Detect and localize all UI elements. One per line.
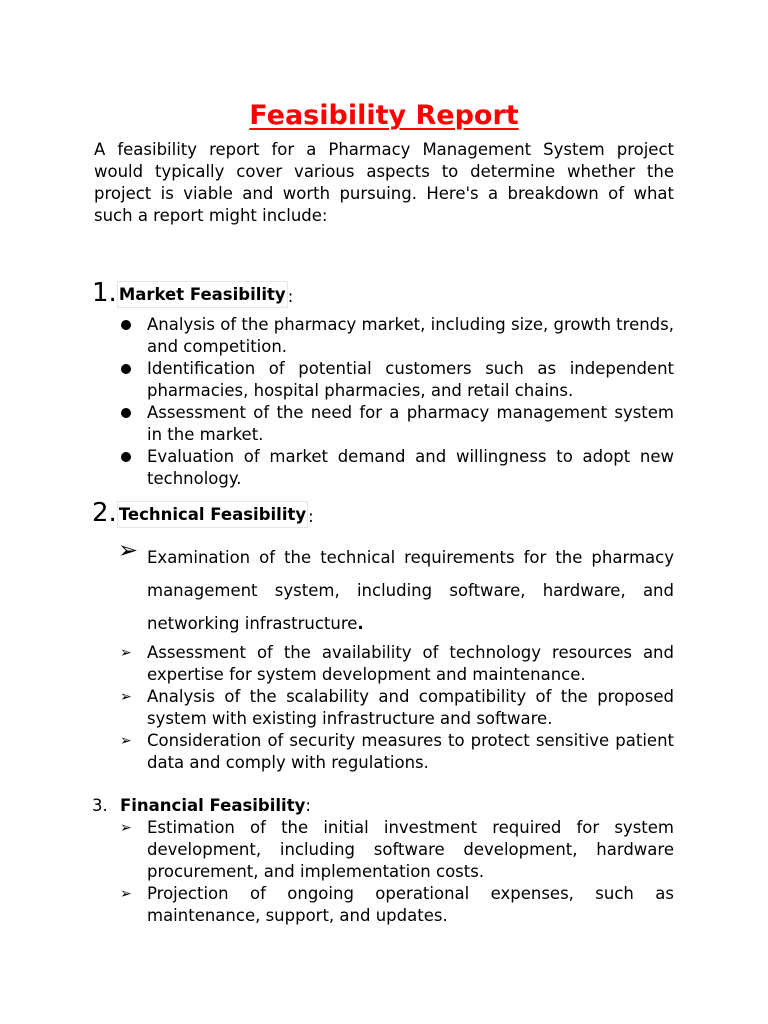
list-item: ➢ Analysis of the scalability and compatibility of the proposed system with existing infrastructure and software.	[120, 687, 674, 728]
bullet-dot-icon	[121, 320, 131, 330]
list-item: ➢ Examination of the technical requirements for the pharmacy management system, including software, hardware, and networking infrastructure.	[118, 536, 674, 633]
technical-feasibility-list-first	[118, 536, 674, 640]
section-title: Market Feasibility	[118, 285, 286, 304]
arrow-bullet-icon: ➢	[120, 820, 132, 836]
section-number: 3.	[92, 796, 108, 815]
section-title-box	[117, 281, 288, 308]
arrow-bullet-icon: ➢	[118, 536, 139, 564]
section-heading-technical	[92, 496, 314, 528]
list-item: Evaluation of market demand and willingness to adopt new technology.	[120, 446, 674, 490]
arrow-bullet-icon: ➢	[120, 645, 132, 661]
financial-feasibility-list	[120, 817, 674, 927]
bullet-dot-icon	[121, 452, 131, 462]
bullet-dot-icon	[121, 364, 131, 374]
technical-feasibility-list	[120, 642, 674, 774]
arrow-bullet-icon: ➢	[120, 689, 132, 705]
intro-paragraph: A feasibility report for a Pharmacy Management System project would typically cover various aspects to determine whether the project is viable and worth pursuing. Here's a breakdown of what such a report might include:	[94, 140, 674, 225]
bullet-dot-icon	[121, 408, 131, 418]
page-title: Feasibility Report	[249, 100, 519, 131]
section-colon: :	[287, 287, 294, 306]
list-item: ➢ Assessment of the availability of technology resources and expertise for system development and maintenance.	[120, 643, 674, 684]
section-colon: :	[308, 507, 314, 526]
list-item: Assessment of the need for a pharmacy management system in the market.	[120, 402, 674, 446]
section-title: Financial Feasibility	[120, 796, 306, 815]
section-title-box	[117, 501, 308, 528]
section-number: 1.	[92, 278, 117, 308]
section-heading-financial	[92, 795, 311, 817]
list-item: Analysis of the pharmacy market, including size, growth trends, and competition.	[120, 314, 674, 358]
list-item: ➢ Consideration of security measures to protect sensitive patient data and comply with regulations.	[120, 731, 674, 772]
section-heading-market	[92, 276, 293, 308]
section-colon: :	[305, 796, 311, 815]
list-item: ➢ Estimation of the initial investment required for system development, including software development, hardware procurement, and implementation costs.	[120, 818, 674, 881]
list-item: Identification of potential customers such as independent pharmacies, hospital pharmacies, and retail chains.	[120, 358, 674, 402]
list-item: ➢ Projection of ongoing operational expenses, such as maintenance, support, and updates.	[120, 884, 674, 925]
arrow-bullet-icon: ➢	[120, 733, 132, 749]
section-number: 2.	[92, 498, 117, 528]
market-feasibility-list	[120, 314, 674, 490]
section-title: Technical Feasibility	[118, 505, 307, 524]
arrow-bullet-icon: ➢	[120, 886, 132, 902]
